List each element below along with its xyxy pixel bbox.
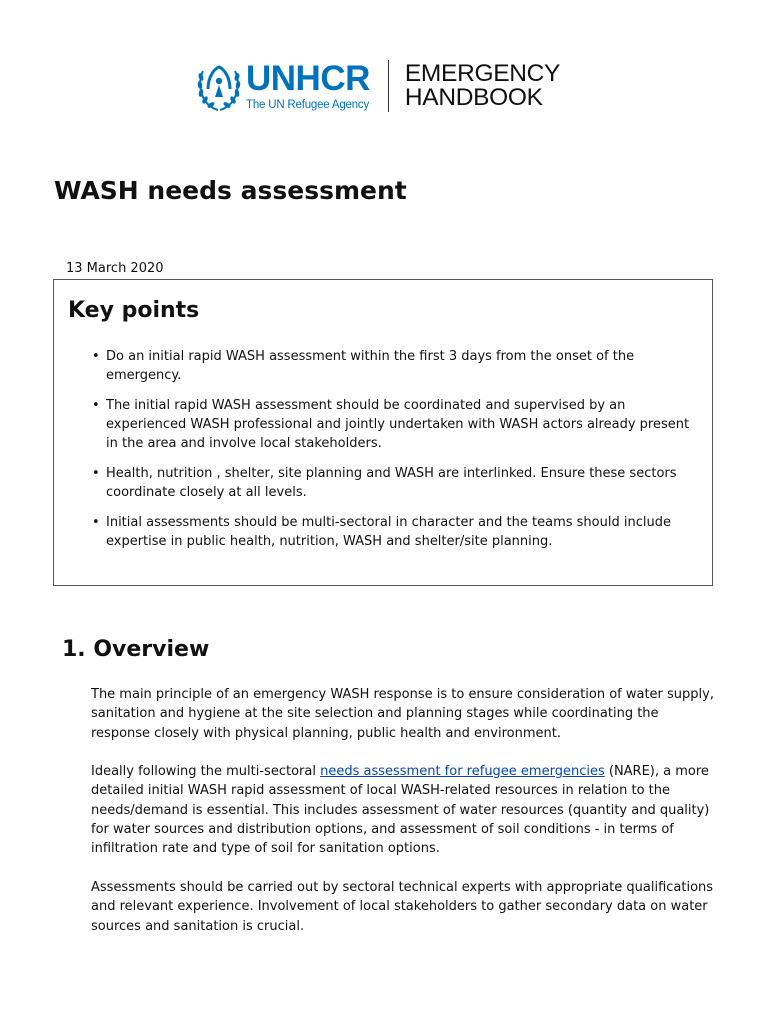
unhcr-emblem-icon [196, 59, 242, 113]
overview-heading: 1. Overview [62, 637, 210, 662]
overview-paragraph-1: The main principle of an emergency WASH response is to ensure consideration of water supply, sanitation and hygiene at the site selection and planning stages while coordinating the response closely with physical planning, public health and environment. [91, 687, 714, 741]
overview-paragraph-2 [91, 762, 721, 858]
publish-date: 13 March 2020 [66, 261, 164, 276]
key-point-item: • Do an initial rapid WASH assessment within the first 3 days from the onset of the emergency. [92, 347, 704, 385]
key-point-item: • Initial assessments should be multi-sectoral in character and the teams should include expertise in public health, nutrition, WASH and shelter/site planning. [92, 513, 704, 551]
paragraph-text: (NARE), a more detailed initial WASH rapid assessment of local WASH-related resources in relation to the needs/demand is essential. This includes assessment of water resources (quantity and quality) for water sources and distribution options, and assessment of soil conditions - in terms of infiltration rate and type of soil for sanitation options. [91, 764, 710, 857]
page-title: WASH needs assessment [54, 176, 407, 205]
handbook-line-1: EMERGENCY [404, 60, 561, 87]
nare-link[interactable]: needs assessment for refugee emergencies [320, 764, 605, 779]
key-points-heading: Key points [68, 298, 200, 323]
org-block [246, 58, 370, 111]
handbook-block [405, 62, 560, 110]
org-name: UNHCR [246, 58, 370, 98]
key-point-item: • Health, nutrition , shelter, site planning and WASH are interlinked. Ensure these sectors coordinate closely at all levels. [92, 464, 704, 502]
key-point-item: • The initial rapid WASH assessment should be coordinated and supervised by an experienced WASH professional and jointly undertaken with WASH actors already present in the area and involve local stakeholders. [92, 396, 704, 453]
site-logo[interactable] [196, 58, 560, 114]
overview-paragraph-3: Assessments should be carried out by sectoral technical experts with appropriate qualifications and relevant experience. Involvement of local stakeholders to gather secondary data on water sources and sanitation is crucial. [91, 880, 714, 934]
key-points-box [53, 279, 713, 586]
paragraph-text: Ideally following the multi-sectoral [91, 764, 321, 779]
logo-divider [388, 60, 389, 112]
org-tagline: The UN Refugee Agency [246, 98, 370, 111]
key-points-list [92, 347, 704, 562]
handbook-line-2: HANDBOOK [404, 84, 543, 111]
